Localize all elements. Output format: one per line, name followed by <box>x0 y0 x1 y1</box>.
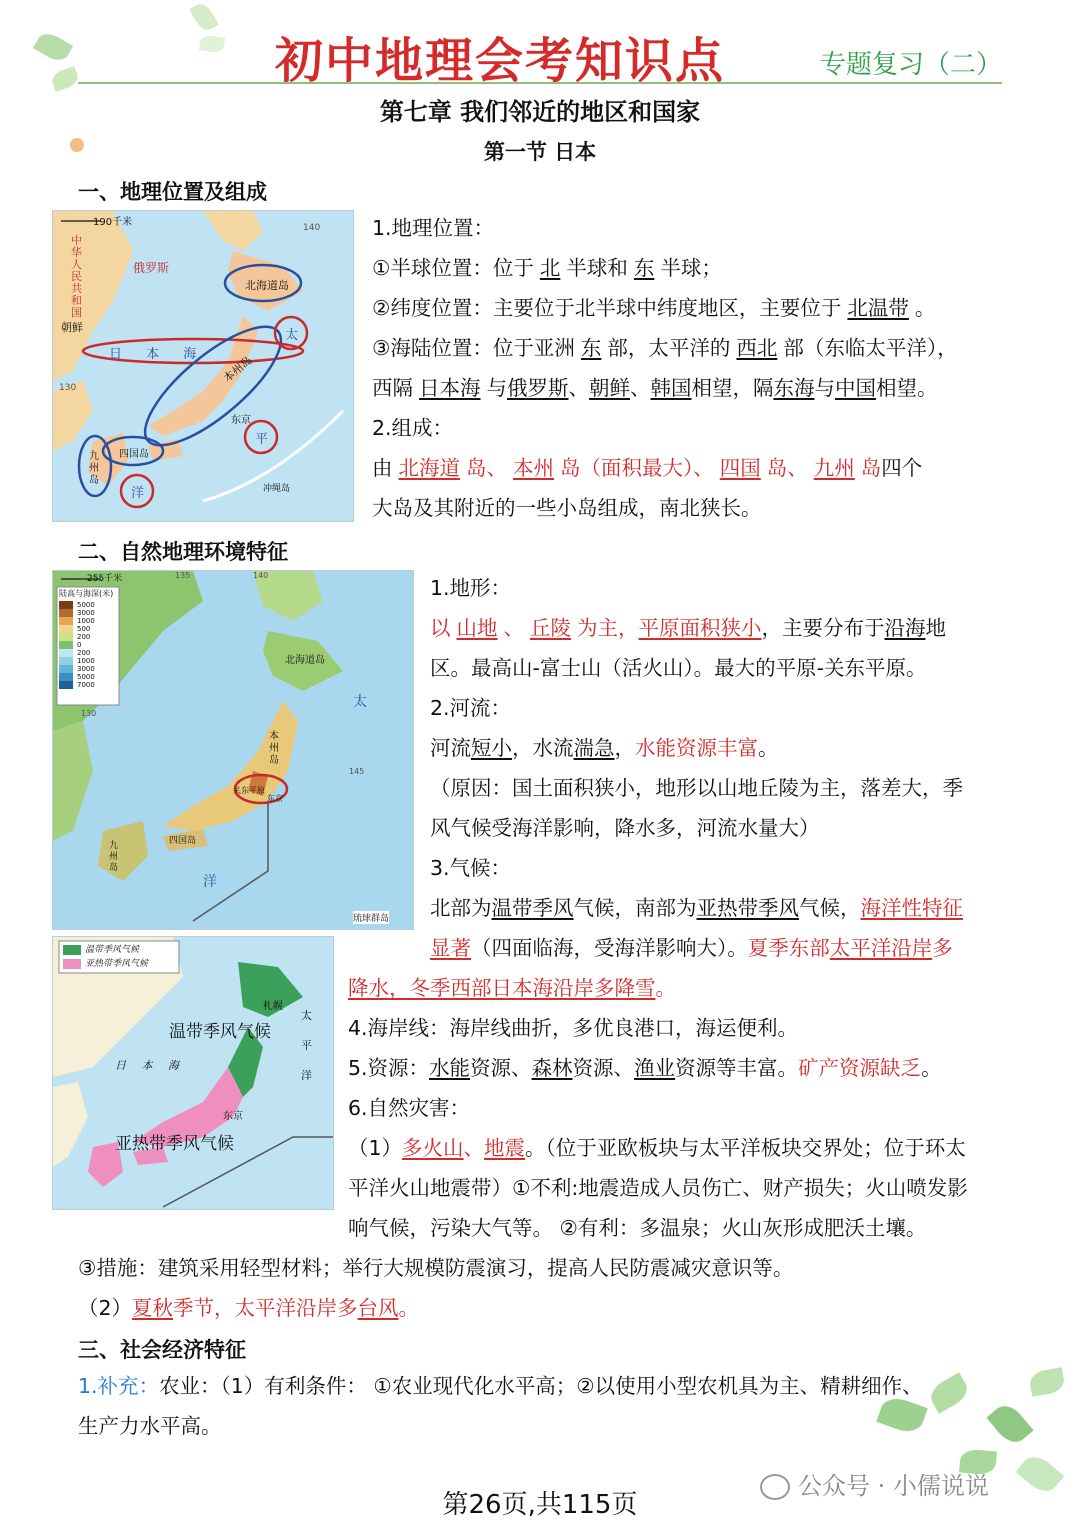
map1-okinawa-label: 冲绳岛 <box>263 484 291 494</box>
map3-tai-label: 太 <box>301 1009 312 1022</box>
heading-physical: 二、自然地理环境特征 <box>78 540 288 564</box>
map3-sea-label: 日 本 海 <box>115 1059 185 1072</box>
map1-tick-130: 130 <box>59 383 77 393</box>
p2-climate-line-1: 北部为温带季风气候，南部为亚热带季风气候，海洋性特征 <box>430 896 963 920</box>
p1-line-4: ③海陆位置：位于亚洲 东 部，太平洋的 西北 部（东临太平洋）， <box>372 336 958 360</box>
map3-legend-temperate: 温带季风气候 <box>85 945 140 955</box>
map1-russia-label: 俄罗斯 <box>133 261 170 275</box>
map-japan-location <box>52 210 354 522</box>
p2-river-title: 2.河流： <box>430 696 512 720</box>
map2-legend <box>59 589 117 689</box>
map3-ping-label: 平 <box>301 1039 312 1052</box>
map2-tick-140: 140 <box>253 571 269 580</box>
p2-disaster-line-5: （2）夏秋季节，太平洋沿岸多台风。 <box>78 1296 420 1320</box>
map1-yang-label: 洋 <box>131 486 145 501</box>
watermark <box>760 1466 989 1501</box>
p2-coastline-line: 4.海岸线：海岸线曲折，多优良港口，海运便利。 <box>348 1016 799 1040</box>
map2-scale: 255千米 <box>87 574 123 584</box>
map1-sea-label: 日 本 海 <box>109 347 207 362</box>
p3-line-1: 1.补充：农业：（1）有利条件： ①农业现代化水平高；②以使用小型农机具为主、精耕细作、 <box>78 1374 923 1398</box>
map3-tokyo-label: 东京 <box>223 1111 243 1122</box>
p1-line-1: 1.地理位置： <box>372 216 495 240</box>
p2-climate-line-3: 降水，冬季西部日本海沿岸多降雪。 <box>348 976 676 1000</box>
map1-honshu-label: 本州岛 <box>221 353 255 385</box>
p2-climate-title: 3.气候： <box>430 856 512 880</box>
map2-tai-label: 太 <box>353 694 367 710</box>
p2-disaster-line-2: 平洋火山地震带）①不利:地震造成人员伤亡、财产损失；火山喷发影 <box>348 1176 968 1200</box>
heading-location: 一、地理位置及组成 <box>78 180 267 204</box>
p1-line-8: 大岛及其附近的一些小岛组成，南北狭长。 <box>372 496 762 520</box>
p2-river-line-1: 河流短小，水流湍急，水能资源丰富。 <box>430 736 779 760</box>
map2-kanto-label: 关东平原 <box>233 786 265 795</box>
p2-resources-line: 5.资源：水能资源、森林资源、渔业资源等丰富。矿产资源缺乏。 <box>348 1056 942 1080</box>
p2-terrain-line-2: 区。最高山-富士山（活火山）。最大的平原-关东平原。 <box>430 656 927 680</box>
map1-china-label: 中华人民共和国 <box>71 234 82 319</box>
p1-line-6: 2.组成： <box>372 416 454 440</box>
p3-line-2: 生产力水平高。 <box>78 1414 222 1438</box>
p2-terrain-title: 1.地形： <box>430 576 512 600</box>
p2-disaster-line-4: ③措施：建筑采用轻型材料；举行大规模防震演习，提高人民防震减灾意识等。 <box>78 1256 794 1280</box>
map3-legend-subtropical: 亚热带季风气候 <box>85 959 149 969</box>
p2-disaster-line-3: 响气候，污染大气等。 ②有利：多温泉；火山灰形成肥沃土壤。 <box>348 1216 927 1240</box>
map2-kyushu-label: 九州岛 <box>109 841 119 873</box>
map2-hokkaido-label: 北海道岛 <box>285 655 325 666</box>
map3-temperate-label: 温带季风气候 <box>169 1022 271 1042</box>
map3-subtropical-label: 亚热带季风气候 <box>115 1134 234 1154</box>
map2-shikoku-label: 四国岛 <box>169 836 197 846</box>
map2-tick-135: 135 <box>175 571 191 580</box>
map2-legend-values: 5000 3000 1000 500 200 0 200 1000 3000 5000 7000 <box>77 601 95 689</box>
map2-honshu-label: 本州岛 <box>269 731 279 766</box>
map2-legend-title: 陆高与海深(米) <box>59 589 114 598</box>
p2-river-line-3: 风气候受海洋影响，降水多，河流水量大） <box>430 816 820 840</box>
page-title: 初中地理会考知识点 <box>274 33 725 89</box>
p1-line-3: ②纬度位置：主要位于北半球中纬度地区，主要位于 北温带 。 <box>372 296 936 320</box>
p1-line-2: ①半球位置：位于 北 半球和 东 半球； <box>372 256 722 280</box>
map2-ryukyu-label: 琉球群岛 <box>353 911 389 924</box>
map3-sapporo-label: 札幌 <box>263 1001 283 1012</box>
map1-tai-label: 太 <box>285 328 299 343</box>
map2-tick-145: 145 <box>349 767 365 776</box>
p2-climate-line-2: 显著（四面临海，受海洋影响大）。夏季东部太平洋沿岸多 <box>430 936 953 960</box>
map1-tokyo-label: 东京 <box>231 415 251 426</box>
map1-kyushu-label: 九州岛 <box>89 451 99 486</box>
section-title: 第一节 日本 <box>483 140 597 164</box>
p1-line-5: 西隔 日本海 与俄罗斯、朝鲜、韩国相望，隔东海与中国相望。 <box>372 376 938 400</box>
map1-korea-label: 朝鲜 <box>61 321 83 334</box>
p1-line-7: 由 北海道 岛、 本州 岛（面积最大）、 四国 岛、 九州 岛四个 <box>372 456 923 480</box>
watermark-text: 公众号 · 小儒说说 <box>798 1472 989 1500</box>
heading-socioeconomic: 三、社会经济特征 <box>78 1338 246 1362</box>
wechat-icon <box>760 1474 790 1500</box>
map1-tick-140: 140 <box>303 223 321 233</box>
map1-shikoku-label: 四国岛 <box>119 449 149 460</box>
page-subtitle: 专题复习（二） <box>820 50 1003 80</box>
map1-scale: 190千米 <box>93 217 133 228</box>
map2-legend-swatches <box>59 601 73 689</box>
page-number: 第26页,共115页 <box>442 1490 638 1520</box>
map2-yang-label: 洋 <box>203 874 217 890</box>
map-japan-climate <box>52 936 334 1210</box>
map-japan-terrain <box>52 570 414 930</box>
title-divider <box>78 82 1002 84</box>
p2-disaster-title: 6.自然灾害： <box>348 1096 471 1120</box>
p2-river-line-2: （原因：国土面积狭小，地形以山地丘陵为主，落差大，季 <box>430 776 963 800</box>
map2-tick-130: 130 <box>81 709 97 718</box>
chapter-title: 第七章 我们邻近的地区和国家 <box>379 98 701 126</box>
map1-hokkaido-label: 北海道岛 <box>245 279 289 292</box>
map2-tokyo-label: 东京 <box>267 794 283 803</box>
map3-yang-label: 洋 <box>301 1069 312 1082</box>
p2-disaster-line-1: （1）多火山、地震。（位于亚欧板块与太平洋板块交界处；位于环太 <box>348 1136 966 1160</box>
map1-ping-label: 平 <box>255 432 269 447</box>
p2-terrain-line-1: 以 山地 、 丘陵 为主，平原面积狭小，主要分布于沿海地 <box>430 616 946 640</box>
